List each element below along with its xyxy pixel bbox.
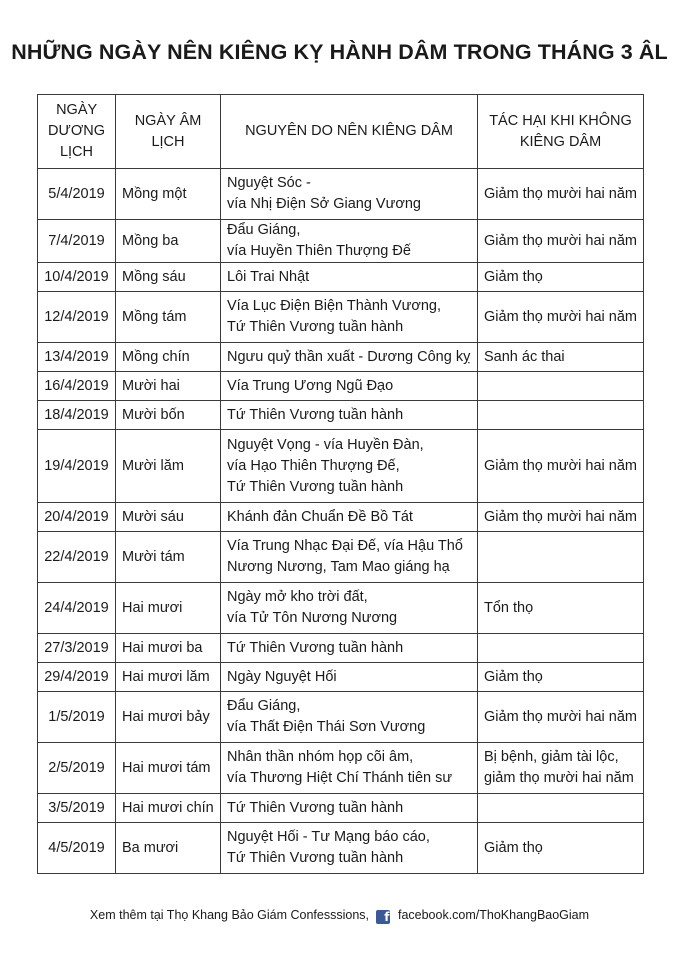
lunar-date-cell: Mồng một — [116, 169, 221, 220]
harm-line: giảm thọ mười hai năm — [484, 770, 634, 786]
table-row — [38, 794, 644, 823]
solar-date-cell: 27/3/2019 — [38, 634, 116, 663]
harm-cell — [478, 823, 644, 874]
lunar-date-cell: Mồng chín — [116, 343, 221, 372]
table-row — [38, 823, 644, 874]
footer — [0, 908, 679, 924]
table-row — [38, 401, 644, 430]
header-row — [38, 95, 644, 169]
lunar-date-cell: Mồng tám — [116, 292, 221, 343]
table-row — [38, 503, 644, 532]
facebook-icon: f — [376, 910, 390, 924]
solar-date-cell: 24/4/2019 — [38, 583, 116, 634]
solar-date-cell: 3/5/2019 — [38, 794, 116, 823]
lunar-date-cell: Mười bốn — [116, 401, 221, 430]
reason-cell — [221, 503, 478, 532]
lunar-date-cell: Hai mươi — [116, 583, 221, 634]
harm-line: Giảm thọ mười hai năm — [484, 232, 637, 249]
harm-cell — [478, 503, 644, 532]
harm-line: Giảm thọ — [484, 839, 543, 856]
table-row — [38, 220, 644, 263]
lunar-date-cell: Hai mươi tám — [116, 743, 221, 794]
harm-cell — [478, 634, 644, 663]
harm-cell — [478, 692, 644, 743]
reason-line: vía Tử Tôn Nương Nương — [227, 610, 398, 626]
solar-date-cell: 12/4/2019 — [38, 292, 116, 343]
lunar-date-cell: Ba mươi — [116, 823, 221, 874]
header-reason: NGUYÊN DO NÊN KIÊNG DÂM — [221, 95, 478, 169]
harm-line: Giảm thọ mười hai năm — [484, 308, 637, 325]
lunar-date-cell: Hai mươi lăm — [116, 663, 221, 692]
reason-line: Ngưu quỷ thần xuất - Dương Công kỵ — [227, 348, 471, 365]
harm-line: Giảm thọ mười hai năm — [484, 185, 637, 202]
harm-cell — [478, 663, 644, 692]
table-row — [38, 583, 644, 634]
solar-date-cell: 16/4/2019 — [38, 372, 116, 401]
harm-cell — [478, 372, 644, 401]
table-row — [38, 343, 644, 372]
solar-date-cell: 1/5/2019 — [38, 692, 116, 743]
harm-cell — [478, 292, 644, 343]
reason-line: vía Thất Điện Thái Sơn Vương — [227, 719, 426, 735]
reason-line: Đẩu Giáng, — [227, 698, 301, 714]
reason-cell — [221, 430, 478, 503]
reason-line: Vía Lục Điện Biện Thành Vương, — [227, 298, 442, 314]
abstinence-days-table — [37, 94, 644, 874]
reason-cell — [221, 663, 478, 692]
harm-line: Tổn thọ — [484, 599, 534, 616]
solar-date-cell: 20/4/2019 — [38, 503, 116, 532]
table-row — [38, 372, 644, 401]
solar-date-cell: 18/4/2019 — [38, 401, 116, 430]
header-solar-date: NGÀY DƯƠNG LỊCH — [38, 95, 116, 169]
harm-cell — [478, 743, 644, 794]
harm-cell — [478, 794, 644, 823]
harm-cell — [478, 430, 644, 503]
harm-line: Sanh ác thai — [484, 348, 565, 365]
harm-line: Giảm thọ mười hai năm — [484, 708, 637, 725]
solar-date-cell: 7/4/2019 — [38, 220, 116, 263]
facebook-link[interactable]: facebook.com/ThoKhangBaoGiam — [397, 908, 590, 922]
harm-line: Giảm thọ mười hai năm — [484, 508, 637, 525]
solar-date-cell: 2/5/2019 — [38, 743, 116, 794]
reason-line: Vía Trung Nhạc Đại Đế, vía Hậu Thổ — [227, 538, 463, 554]
table-row — [38, 663, 644, 692]
harm-cell — [478, 169, 644, 220]
table-row — [38, 263, 644, 292]
footer-text: Xem thêm tại Thọ Khang Bảo Giám Confesssions, — [89, 908, 369, 922]
table-row — [38, 430, 644, 503]
solar-date-cell: 29/4/2019 — [38, 663, 116, 692]
reason-line: Tứ Thiên Vương tuần hành — [227, 319, 404, 335]
reason-cell — [221, 343, 478, 372]
reason-line: Nhân thần nhóm họp cõi âm, — [227, 749, 414, 765]
reason-line: Tứ Thiên Vương tuần hành — [227, 639, 404, 656]
lunar-date-cell: Hai mươi ba — [116, 634, 221, 663]
reason-line: vía Hạo Thiên Thượng Đế, — [227, 457, 400, 474]
reason-cell — [221, 794, 478, 823]
harm-line: Giảm thọ — [484, 268, 543, 285]
harm-line: Bị bệnh, giảm tài lộc, — [484, 749, 619, 765]
table-row — [38, 292, 644, 343]
reason-line: Nương Nương, Tam Mao giáng hạ — [227, 559, 450, 575]
reason-line: Khánh đản Chuẩn Đề Bồ Tát — [227, 508, 413, 525]
reason-cell — [221, 743, 478, 794]
table-row — [38, 692, 644, 743]
header-harm: TÁC HẠI KHI KHÔNG KIÊNG DÂM — [478, 95, 644, 169]
header-lunar-date: NGÀY ÂM LỊCH — [116, 95, 221, 169]
lunar-date-cell: Hai mươi bảy — [116, 692, 221, 743]
reason-line: Tứ Thiên Vương tuần hành — [227, 406, 404, 423]
reason-line: vía Huyền Thiên Thượng Đế — [227, 243, 411, 259]
reason-line: vía Thương Hiệt Chí Thánh tiên sư — [227, 770, 453, 786]
lunar-date-cell: Hai mươi chín — [116, 794, 221, 823]
reason-line: Tứ Thiên Vương tuần hành — [227, 850, 404, 866]
lunar-date-cell: Mười lăm — [116, 430, 221, 503]
harm-cell — [478, 583, 644, 634]
lunar-date-cell: Mồng sáu — [116, 263, 221, 292]
reason-cell — [221, 263, 478, 292]
solar-date-cell: 13/4/2019 — [38, 343, 116, 372]
reason-line: vía Nhị Điện Sở Giang Vương — [227, 196, 421, 212]
page-title: NHỮNG NGÀY NÊN KIÊNG KỴ HÀNH DÂM TRONG THÁNG 3 ÂL — [11, 40, 668, 64]
lunar-date-cell: Mười sáu — [116, 503, 221, 532]
reason-line: Đẩu Giáng, — [227, 222, 301, 238]
reason-cell — [221, 532, 478, 583]
solar-date-cell: 22/4/2019 — [38, 532, 116, 583]
solar-date-cell: 4/5/2019 — [38, 823, 116, 874]
reason-line: Ngày mở kho trời đất, — [227, 589, 368, 605]
reason-cell — [221, 372, 478, 401]
reason-line: Lôi Trai Nhật — [227, 268, 310, 285]
harm-cell — [478, 401, 644, 430]
lunar-date-cell: Mười hai — [116, 372, 221, 401]
reason-cell — [221, 220, 478, 263]
reason-line: Nguyệt Vọng - vía Huyền Đàn, — [227, 436, 424, 453]
table-row — [38, 743, 644, 794]
table-body — [38, 169, 644, 874]
harm-cell — [478, 220, 644, 263]
solar-date-cell: 5/4/2019 — [38, 169, 116, 220]
solar-date-cell: 19/4/2019 — [38, 430, 116, 503]
reason-line: Tứ Thiên Vương tuần hành — [227, 799, 404, 816]
reason-cell — [221, 292, 478, 343]
reason-line: Ngày Nguyệt Hối — [227, 668, 337, 685]
reason-line: Nguyệt Hối - Tư Mạng báo cáo, — [227, 829, 430, 845]
table-row — [38, 634, 644, 663]
reason-cell — [221, 169, 478, 220]
harm-line: Giảm thọ mười hai năm — [484, 457, 637, 474]
reason-line: Tứ Thiên Vương tuần hành — [227, 478, 404, 495]
reason-cell — [221, 401, 478, 430]
lunar-date-cell: Mồng ba — [116, 220, 221, 263]
table-row — [38, 532, 644, 583]
reason-cell — [221, 634, 478, 663]
harm-line: Giảm thọ — [484, 668, 543, 685]
reason-line: Vía Trung Ương Ngũ Đạo — [227, 377, 394, 394]
table-row — [38, 169, 644, 220]
lunar-date-cell: Mười tám — [116, 532, 221, 583]
reason-line: Nguyệt Sóc - — [227, 175, 311, 191]
harm-cell — [478, 532, 644, 583]
reason-cell — [221, 692, 478, 743]
harm-cell — [478, 263, 644, 292]
solar-date-cell: 10/4/2019 — [38, 263, 116, 292]
reason-cell — [221, 823, 478, 874]
reason-cell — [221, 583, 478, 634]
harm-cell — [478, 343, 644, 372]
